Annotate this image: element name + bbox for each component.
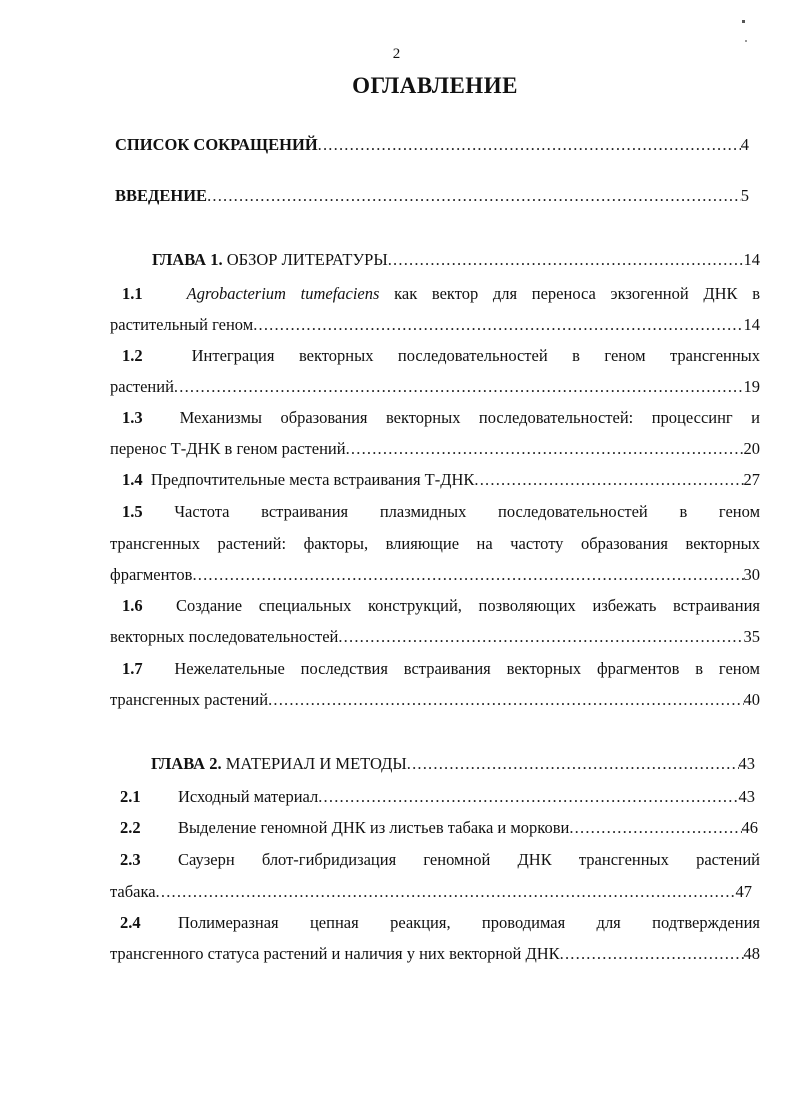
section-text: табака — [110, 882, 156, 901]
toc-entry-label: ВВЕДЕНИЕ — [115, 186, 208, 205]
section-text: фрагментов — [110, 565, 193, 584]
toc-section-2-3-line1[interactable] — [120, 848, 760, 872]
leader-dots — [407, 752, 739, 776]
leader-dots — [192, 563, 743, 587]
section-text: Создание специальных конструкций, позволяющих избежать встраивания — [175, 596, 760, 615]
toc-entry-abbreviations[interactable] — [115, 133, 749, 157]
section-text: трансгенных растений — [110, 690, 269, 709]
chapter-title: МАТЕРИАЛ И МЕТОДЫ — [225, 754, 407, 773]
toc-page-number: 4 — [740, 135, 749, 154]
toc-entry-introduction[interactable] — [115, 184, 749, 208]
toc-page-number: 27 — [743, 470, 760, 489]
chapter-number: ГЛАВА 2. — [151, 754, 222, 773]
toc-section-1-7-line2[interactable] — [110, 688, 760, 712]
section-text: Исходный материал — [178, 787, 319, 806]
section-text: растений — [110, 377, 174, 396]
chapter-title: ОБЗОР ЛИТЕРАТУРЫ — [226, 250, 388, 269]
toc-page-number: 30 — [743, 565, 760, 584]
toc-section-1-2-line1[interactable] — [122, 344, 760, 368]
section-number: 1.6 — [122, 596, 143, 615]
leader-dots — [268, 688, 743, 712]
leader-dots — [560, 942, 744, 966]
toc-section-2-4-line2[interactable] — [110, 942, 760, 966]
section-text: Предпочтительные места встраивания Т-ДНК — [150, 470, 475, 489]
toc-page-number: 35 — [743, 627, 760, 646]
leader-dots — [253, 313, 743, 337]
toc-section-1-6-line1[interactable] — [122, 594, 760, 618]
toc-chapter-1[interactable] — [152, 248, 760, 272]
scan-speck — [745, 40, 747, 42]
section-number: 1.3 — [122, 408, 143, 427]
toc-section-1-3-line1[interactable] — [122, 406, 760, 430]
leader-dots — [569, 816, 741, 840]
section-text: Полимеразная цепная реакция, проводимая для подтверждения — [178, 913, 760, 932]
section-text: растительный геном — [110, 315, 254, 334]
toc-page-number: 5 — [740, 186, 749, 205]
section-text: Механизмы образования векторных последовательностей: процессинг и — [179, 408, 761, 427]
leader-dots — [174, 375, 744, 399]
leader-dots — [207, 184, 741, 208]
leader-dots — [346, 437, 744, 461]
toc-entry-label: СПИСОК СОКРАЩЕНИЙ — [115, 135, 318, 154]
section-number: 1.4 — [122, 470, 143, 489]
toc-section-2-2[interactable] — [120, 816, 758, 840]
toc-section-1-5-line3[interactable] — [110, 563, 760, 587]
section-number: 1.7 — [122, 659, 143, 678]
section-text: Саузерн блот-гибридизация геномной ДНК трансгенных растений — [178, 850, 760, 869]
section-number: 2.1 — [120, 787, 141, 806]
italic-term: Agrobacterium tumefaciens — [186, 284, 380, 303]
section-text: Нежелательные последствия встраивания векторных фрагментов в геном — [174, 659, 760, 678]
leader-dots — [318, 133, 741, 157]
toc-page-number: 19 — [743, 377, 760, 396]
toc-page-number: 14 — [743, 250, 760, 269]
toc-section-1-6-line2[interactable] — [110, 625, 760, 649]
section-text: перенос Т-ДНК в геном растений — [110, 439, 346, 458]
toc-chapter-2[interactable] — [151, 752, 755, 776]
section-text: как вектор для переноса экзогенной ДНК в — [394, 284, 761, 303]
leader-dots — [474, 468, 743, 492]
leader-dots — [338, 625, 743, 649]
scan-speck — [742, 20, 745, 23]
toc-section-1-2-line2[interactable] — [110, 375, 760, 399]
page-number: 2 — [392, 46, 401, 62]
toc-section-1-7-line1[interactable] — [122, 657, 760, 681]
toc-page-number: 40 — [743, 690, 760, 709]
toc-section-2-3-line2[interactable] — [110, 880, 752, 904]
toc-page-number: 43 — [738, 754, 755, 773]
toc-section-1-3-line2[interactable] — [110, 437, 760, 461]
toc-page-number: 47 — [735, 882, 752, 901]
toc-page-number: 43 — [738, 787, 755, 806]
toc-page-number: 20 — [743, 439, 760, 458]
section-number: 1.2 — [122, 346, 143, 365]
section-number: 2.3 — [120, 850, 141, 869]
toc-section-2-4-line1[interactable] — [120, 911, 760, 935]
toc-section-1-4[interactable] — [122, 468, 760, 492]
toc-section-2-1[interactable] — [120, 785, 755, 809]
chapter-number: ГЛАВА 1. — [152, 250, 223, 269]
toc-page-number: 46 — [741, 818, 758, 837]
toc-section-1-5-line2[interactable] — [110, 532, 760, 556]
leader-dots — [156, 880, 736, 904]
leader-dots — [318, 785, 738, 809]
toc-section-1-1-line2[interactable] — [110, 313, 760, 337]
section-number: 2.2 — [120, 818, 141, 837]
toc-page-number: 48 — [743, 944, 760, 963]
section-number: 1.1 — [122, 284, 143, 303]
section-number: 1.5 — [122, 502, 143, 521]
section-text: Выделение геномной ДНК из листьев табака и моркови — [178, 818, 570, 837]
leader-dots — [388, 248, 744, 272]
section-number: 2.4 — [120, 913, 141, 932]
section-text: трансгенного статуса растений и наличия у них векторной ДНК — [110, 944, 560, 963]
toc-section-1-5-line1[interactable] — [122, 500, 760, 524]
toc-page-number: 14 — [743, 315, 760, 334]
toc-section-1-1-line1[interactable] — [122, 282, 760, 306]
section-text: Частота встраивания плазмидных последовательностей в геном — [174, 502, 761, 521]
page-title: ОГЛАВЛЕНИЕ — [352, 73, 518, 98]
section-text: Интеграция векторных последовательностей в геном трансгенных — [191, 346, 761, 365]
section-text: трансгенных растений: факторы, влияющие на частоту образования векторных — [110, 534, 760, 553]
section-text: векторных последовательностей — [110, 627, 339, 646]
